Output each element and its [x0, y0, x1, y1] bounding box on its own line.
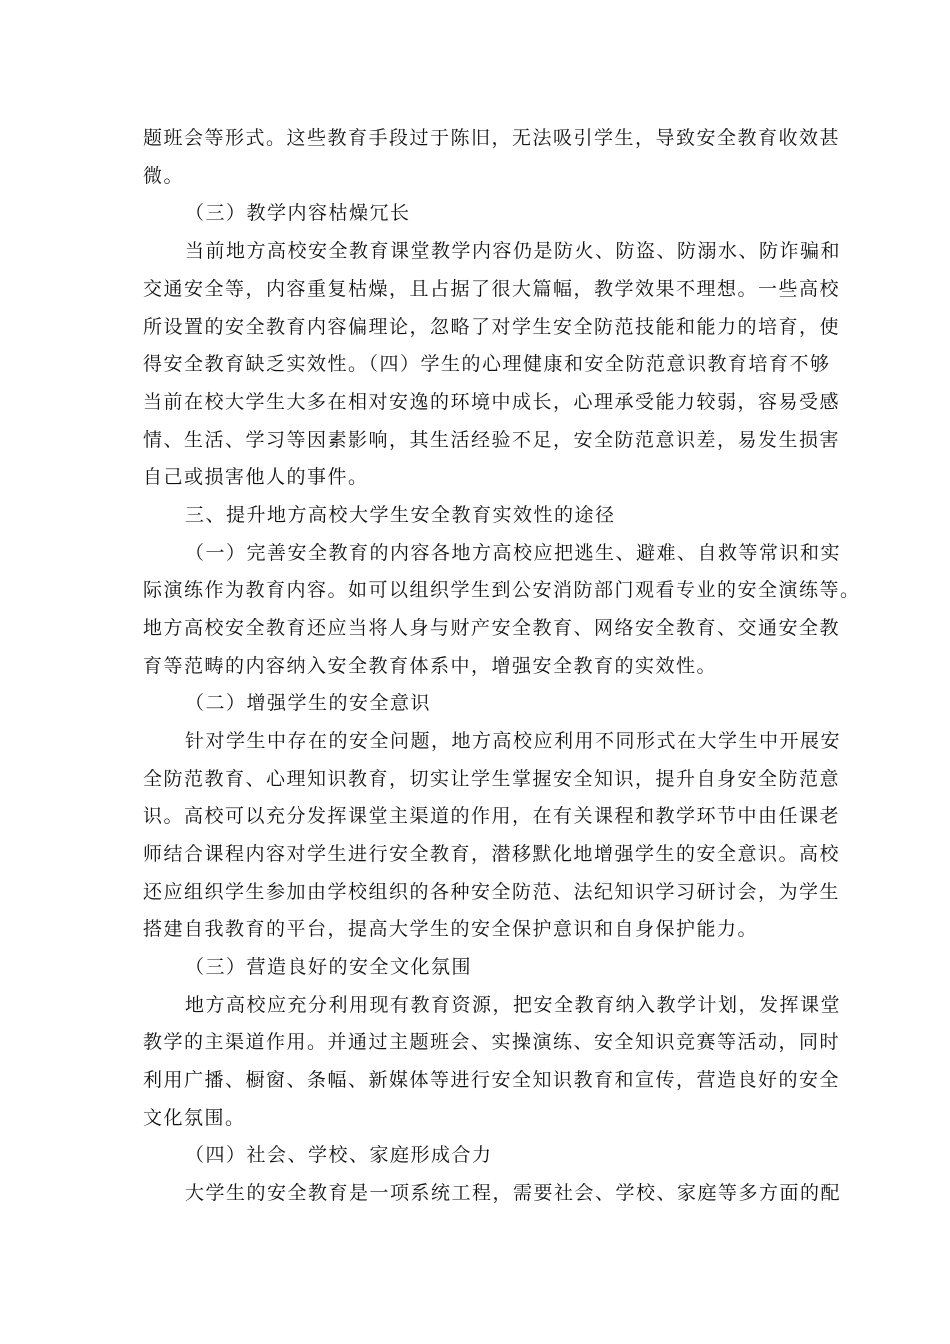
section-heading: （二）增强学生的安全意识: [185, 692, 432, 714]
section-heading: 三、提升地方高校大学生安全教育实效性的途径: [185, 504, 616, 526]
text-line: 题班会等形式。这些教育手段过于陈旧，无法吸引学生，导致安全教育收效甚: [143, 127, 841, 149]
text-line: 大学生的安全教育是一项系统工程，需要社会、学校、家庭等多方面的配: [185, 1182, 842, 1204]
section-heading: （四）社会、学校、家庭形成合力: [185, 1144, 493, 1166]
text-line: 搭建自我教育的平台，提高大学生的安全保护意识和自身保护能力。: [143, 918, 759, 940]
text-line: 所设置的安全教育内容偏理论，忽略了对学生安全防范技能和能力的培育，使: [143, 316, 841, 338]
text-line: 利用广播、橱窗、条幅、新媒体等进行安全知识教育和宣传，营造良好的安全: [143, 1069, 841, 1091]
text-line: 微。: [143, 165, 185, 187]
text-line: 教学的主渠道作用。并通过主题班会、实操演练、安全知识竞赛等活动，同时: [143, 1031, 841, 1053]
text-line: 师结合课程内容对学生进行安全教育，潜移默化地增强学生的安全意识。高校: [143, 843, 841, 865]
text-line: 地方高校应充分利用现有教育资源，把安全教育纳入教学计划，发挥课堂: [185, 994, 842, 1016]
text-line: 识。高校可以充分发挥课堂主渠道的作用，在有关课程和教学环节中由任课老: [143, 805, 841, 827]
text-line: 全防范教育、心理知识教育，切实让学生掌握安全知识，提升自身安全防范意: [143, 768, 841, 790]
text-line: 文化氛围。: [143, 1107, 246, 1129]
text-line: 地方高校安全教育还应当将人身与财产安全教育、网络安全教育、交通安全教: [143, 617, 841, 639]
text-line: 还应组织学生参加由学校组织的各种安全防范、法纪知识学习研讨会，为学生: [143, 881, 841, 903]
text-line: 育等范畴的内容纳入安全教育体系中，增强安全教育的实效性。: [143, 655, 718, 677]
section-heading: （三）教学内容枯燥冗长: [185, 202, 411, 224]
text-line: 当前在校大学生大多在相对安逸的环境中成长，心理承受能力较弱，容易受感: [143, 391, 841, 413]
text-line: 当前地方高校安全教育课堂教学内容仍是防火、防盗、防溺水、防诈骗和: [185, 240, 842, 262]
text-line: 际演练作为教育内容。如可以组织学生到公安消防部门观看专业的安全演练等。: [143, 579, 861, 601]
text-line: 情、生活、学习等因素影响，其生活经验不足，安全防范意识差，易发生损害: [143, 429, 841, 451]
text-line: 得安全教育缺乏实效性。（四）学生的心理健康和安全防范意识教育培育不够: [143, 353, 831, 375]
text-line: （一）完善安全教育的内容各地方高校应把逃生、避难、自救等常识和实: [185, 542, 842, 564]
text-line: 针对学生中存在的安全问题，地方高校应利用不同形式在大学生中开展安: [185, 730, 842, 752]
text-line: 交通安全等，内容重复枯燥，且占据了很大篇幅，教学效果不理想。一些高校: [143, 278, 841, 300]
section-heading: （三）营造良好的安全文化氛围: [185, 956, 473, 978]
text-line: 自己或损害他人的事件。: [143, 466, 369, 488]
